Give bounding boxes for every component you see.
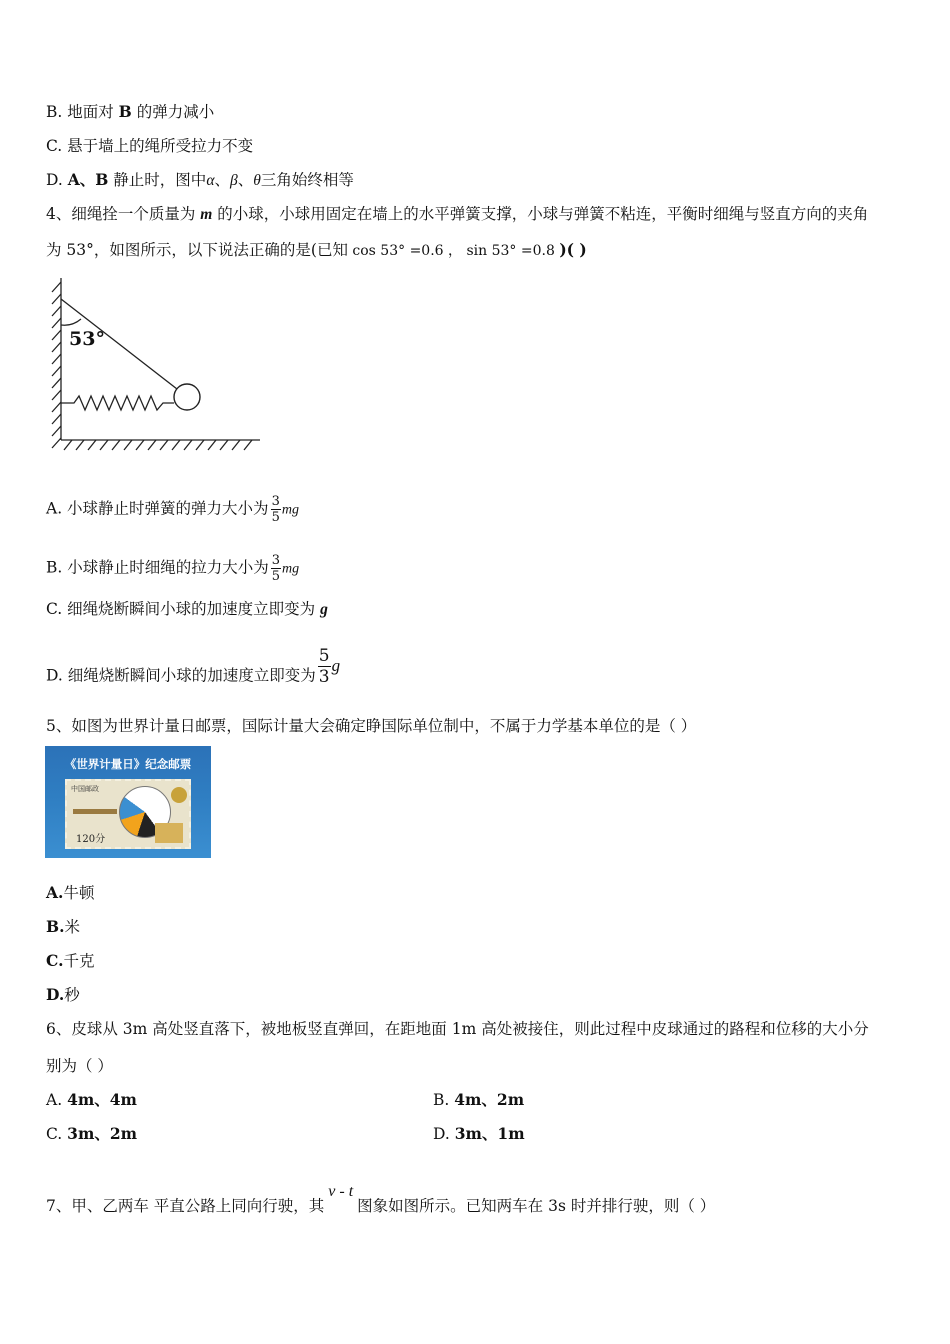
g-symbol: g bbox=[320, 601, 328, 618]
q4-stem-text-2: 的小球，小球用固定在墙上的水平弹簧支撑，小球与弹簧不粘连，平衡时细绳与竖直方向的夹角 bbox=[212, 205, 869, 223]
q6-stem-line2: 别为（ ） bbox=[46, 1057, 113, 1075]
beta-symbol: β bbox=[229, 172, 238, 189]
q4-option-d-text: D. 细绳烧断瞬间小球的加速度立即变为 bbox=[46, 666, 316, 685]
q4-stem-text-3: 为 53°，如图所示，以下说法正确的是(已知 bbox=[46, 241, 348, 259]
angle-label: 53° bbox=[69, 328, 105, 350]
q6-option-a bbox=[46, 1090, 137, 1110]
separator: 、 bbox=[214, 171, 230, 189]
option-letter: B. bbox=[46, 917, 65, 936]
option-text: 3m、2m bbox=[67, 1124, 138, 1143]
q3-option-d bbox=[46, 170, 354, 191]
q5-option-b bbox=[46, 917, 80, 937]
q7-stem bbox=[46, 1183, 716, 1217]
vt-symbol: v - t bbox=[328, 1183, 354, 1200]
q6-option-d bbox=[433, 1124, 525, 1144]
q3-option-d-text-end: 三角始终相等 bbox=[260, 171, 354, 189]
option-text: 秒 bbox=[64, 986, 80, 1004]
option-text: 4m、4m bbox=[67, 1090, 137, 1109]
q3-option-b-text: B. 地面对 bbox=[46, 103, 119, 121]
q3-option-d-prefix: D. bbox=[46, 171, 68, 189]
stamp-issuer: 中国邮政 bbox=[71, 785, 99, 793]
mg-symbol: mg bbox=[282, 561, 300, 577]
q5-option-c bbox=[46, 951, 94, 971]
q5-option-a bbox=[46, 883, 94, 903]
stamp-value: 120分 bbox=[76, 834, 106, 845]
q4-option-a bbox=[46, 494, 299, 525]
q6-option-c bbox=[46, 1124, 137, 1144]
option-letter: D. bbox=[433, 1125, 455, 1143]
mass-symbol: m bbox=[200, 206, 213, 223]
stamp-instrument bbox=[73, 809, 117, 814]
option-text: 4m、2m bbox=[454, 1090, 525, 1109]
q4-stem-line1 bbox=[46, 204, 868, 225]
stamp-face bbox=[65, 779, 191, 849]
q4-option-c-text: C. 细绳烧断瞬间小球的加速度立即变为 bbox=[46, 600, 321, 618]
q3-option-b bbox=[46, 102, 214, 122]
fraction-numerator: 5 bbox=[318, 646, 330, 666]
q4-option-c bbox=[46, 599, 328, 620]
fraction-three-fifths bbox=[271, 494, 281, 525]
q3-option-d-bold: A、B bbox=[67, 170, 109, 189]
q3-option-b-text-end: 的弹力减小 bbox=[131, 103, 215, 121]
theta-symbol: θ bbox=[253, 172, 261, 189]
option-letter: C. bbox=[46, 951, 64, 970]
option-text: 千克 bbox=[63, 952, 95, 970]
q4-option-a-text: A. 小球静止时弹簧的弹力大小为 bbox=[46, 499, 269, 518]
trig-values: cos 53° =0.6 ， sin 53° =0.8 bbox=[347, 243, 560, 259]
fraction-denominator: 5 bbox=[271, 569, 281, 584]
stamp-medal bbox=[171, 787, 187, 803]
q4-option-b-text: B. 小球静止时细绳的拉力大小为 bbox=[46, 558, 269, 577]
option-letter: A. bbox=[46, 883, 64, 902]
option-letter: C. bbox=[46, 1125, 68, 1143]
fraction-denominator: 3 bbox=[318, 667, 330, 687]
stamp-title: 《世界计量日》纪念邮票 bbox=[64, 757, 192, 771]
mg-symbol: mg bbox=[281, 502, 299, 518]
q7-stem-text: 7、甲、乙两车 平直公路上同向行驶，其 bbox=[46, 1197, 325, 1215]
q4-option-d bbox=[46, 646, 341, 697]
fraction-numerator: 3 bbox=[271, 494, 280, 509]
q3-option-c: C. 悬于墙上的绳所受拉力不变 bbox=[46, 137, 254, 155]
q4-stem-line2 bbox=[46, 240, 587, 261]
option-letter: A. bbox=[46, 1091, 68, 1109]
g-symbol: g bbox=[331, 655, 341, 675]
alpha-symbol: α bbox=[206, 172, 215, 189]
spring-rope-figure bbox=[40, 272, 265, 457]
stamp-weight bbox=[155, 823, 183, 843]
q5-stem: 5、如图为世界计量日邮票，国际计量大会确定睁国际单位制中，不属于力学基本单位的是（ ） bbox=[46, 717, 697, 735]
option-letter: D. bbox=[46, 985, 65, 1004]
fraction-three-fifths bbox=[271, 553, 281, 584]
q4-stem-text: 4、细绳拴一个质量为 bbox=[46, 205, 201, 223]
answer-bracket: )( ) bbox=[559, 240, 587, 259]
fraction-numerator: 3 bbox=[271, 553, 281, 568]
q6-stem-line1: 6、皮球从 3m 高处竖直落下，被地板竖直弹回，在距地面 1m 高处被接住，则此过程中皮球通过的路程和位移的大小分 bbox=[46, 1020, 869, 1038]
q3-option-b-bold: B bbox=[118, 102, 132, 121]
q5-option-d bbox=[46, 985, 80, 1005]
fraction-five-thirds bbox=[318, 646, 331, 687]
q3-option-d-mid: 静止时，图中 bbox=[108, 171, 207, 189]
wall-hatching bbox=[52, 278, 260, 450]
option-text: 米 bbox=[64, 918, 81, 936]
separator: 、 bbox=[237, 171, 254, 189]
q4-option-b bbox=[46, 553, 299, 584]
q6-option-b bbox=[433, 1090, 524, 1110]
angle-arc bbox=[61, 319, 81, 325]
option-text: 牛顿 bbox=[63, 884, 95, 902]
q7-stem-text-2: 图象如图所示。已知两车在 3s 时并排行驶，则（ ） bbox=[357, 1197, 716, 1215]
fraction-denominator: 5 bbox=[271, 510, 280, 525]
ball bbox=[174, 384, 200, 410]
option-letter: B. bbox=[433, 1091, 455, 1109]
option-text: 3m、1m bbox=[454, 1124, 525, 1143]
stamp-image bbox=[45, 746, 211, 858]
spring bbox=[61, 396, 174, 410]
